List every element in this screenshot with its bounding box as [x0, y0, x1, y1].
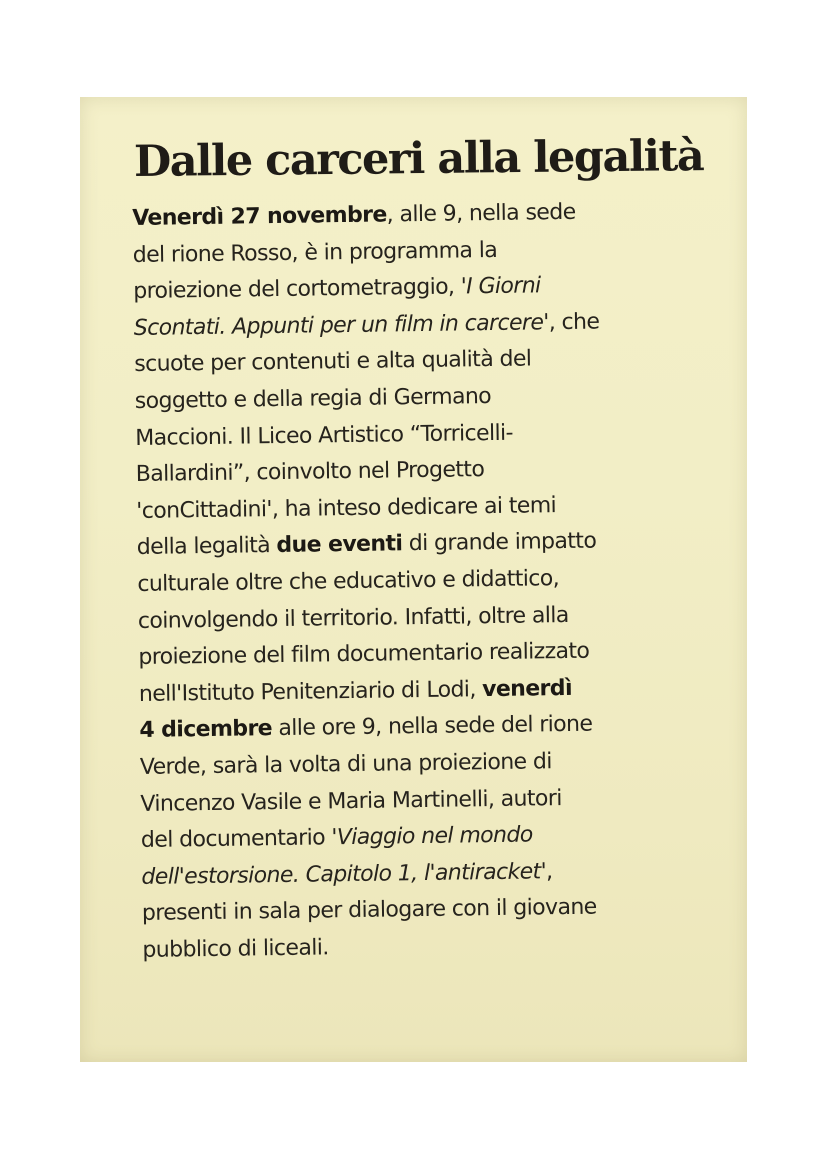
article-line	[142, 924, 782, 970]
body-text: presenti in sala per dialogare con il giovane	[141, 894, 597, 927]
italic-text: 'I Giorni	[460, 273, 541, 300]
body-text: ,	[545, 858, 553, 884]
body-text: , alle 9, nella sede	[386, 199, 576, 228]
body-text: del rione Rosso, è in programma la	[132, 237, 498, 268]
body-text: proiezione del cortometraggio,	[133, 274, 461, 305]
bold-text: venerdì	[481, 675, 573, 702]
body-text: nell'Istituto Penitenziario di Lodi,	[138, 676, 483, 707]
body-text: soggetto e della regia di Germano	[134, 383, 492, 414]
body-text: coinvolgendo il territorio. Infatti, oltre alla	[137, 602, 569, 634]
body-text: scuote per contenuti e alta qualità del	[134, 346, 532, 378]
body-text: , che	[548, 309, 600, 335]
article-body	[132, 192, 783, 969]
body-text: proiezione del film documentario realizzato	[138, 638, 590, 671]
body-text: Vincenzo Vasile e Maria Martinelli, autori	[140, 785, 562, 817]
bold-text: due eventi	[276, 531, 403, 559]
body-text: alle ore 9, nella sede del rione	[271, 711, 593, 742]
body-text: 'conCittadini', ha inteso dedicare ai temi	[136, 492, 557, 524]
body-text: culturale oltre che educativo e didattico,	[137, 566, 560, 597]
bold-text: Venerdì 27 novembre	[132, 202, 387, 231]
body-text: di grande impatto	[402, 528, 597, 557]
newspaper-clipping	[80, 97, 747, 1062]
body-text: Verde, sarà la volta di una proiezione di	[139, 749, 552, 780]
body-text: Ballardini”, coinvolto nel Progetto	[135, 457, 485, 488]
article-headline: Dalle carceri alla legalità	[133, 131, 704, 187]
italic-text: 'Viaggio nel mondo	[331, 822, 533, 851]
italic-text: Scontati. Appunti per un film in carcere'	[133, 309, 549, 341]
body-text: pubblico di liceali.	[142, 935, 329, 963]
body-text: Maccioni. Il Liceo Artistico “Torricelli-	[135, 420, 514, 451]
italic-text: dell'estorsione. Capitolo 1, l'antiracket'	[141, 858, 547, 890]
bold-text: 4 dicembre	[139, 716, 273, 744]
body-text: della legalità	[136, 533, 277, 561]
body-text: del documentario	[140, 825, 332, 854]
